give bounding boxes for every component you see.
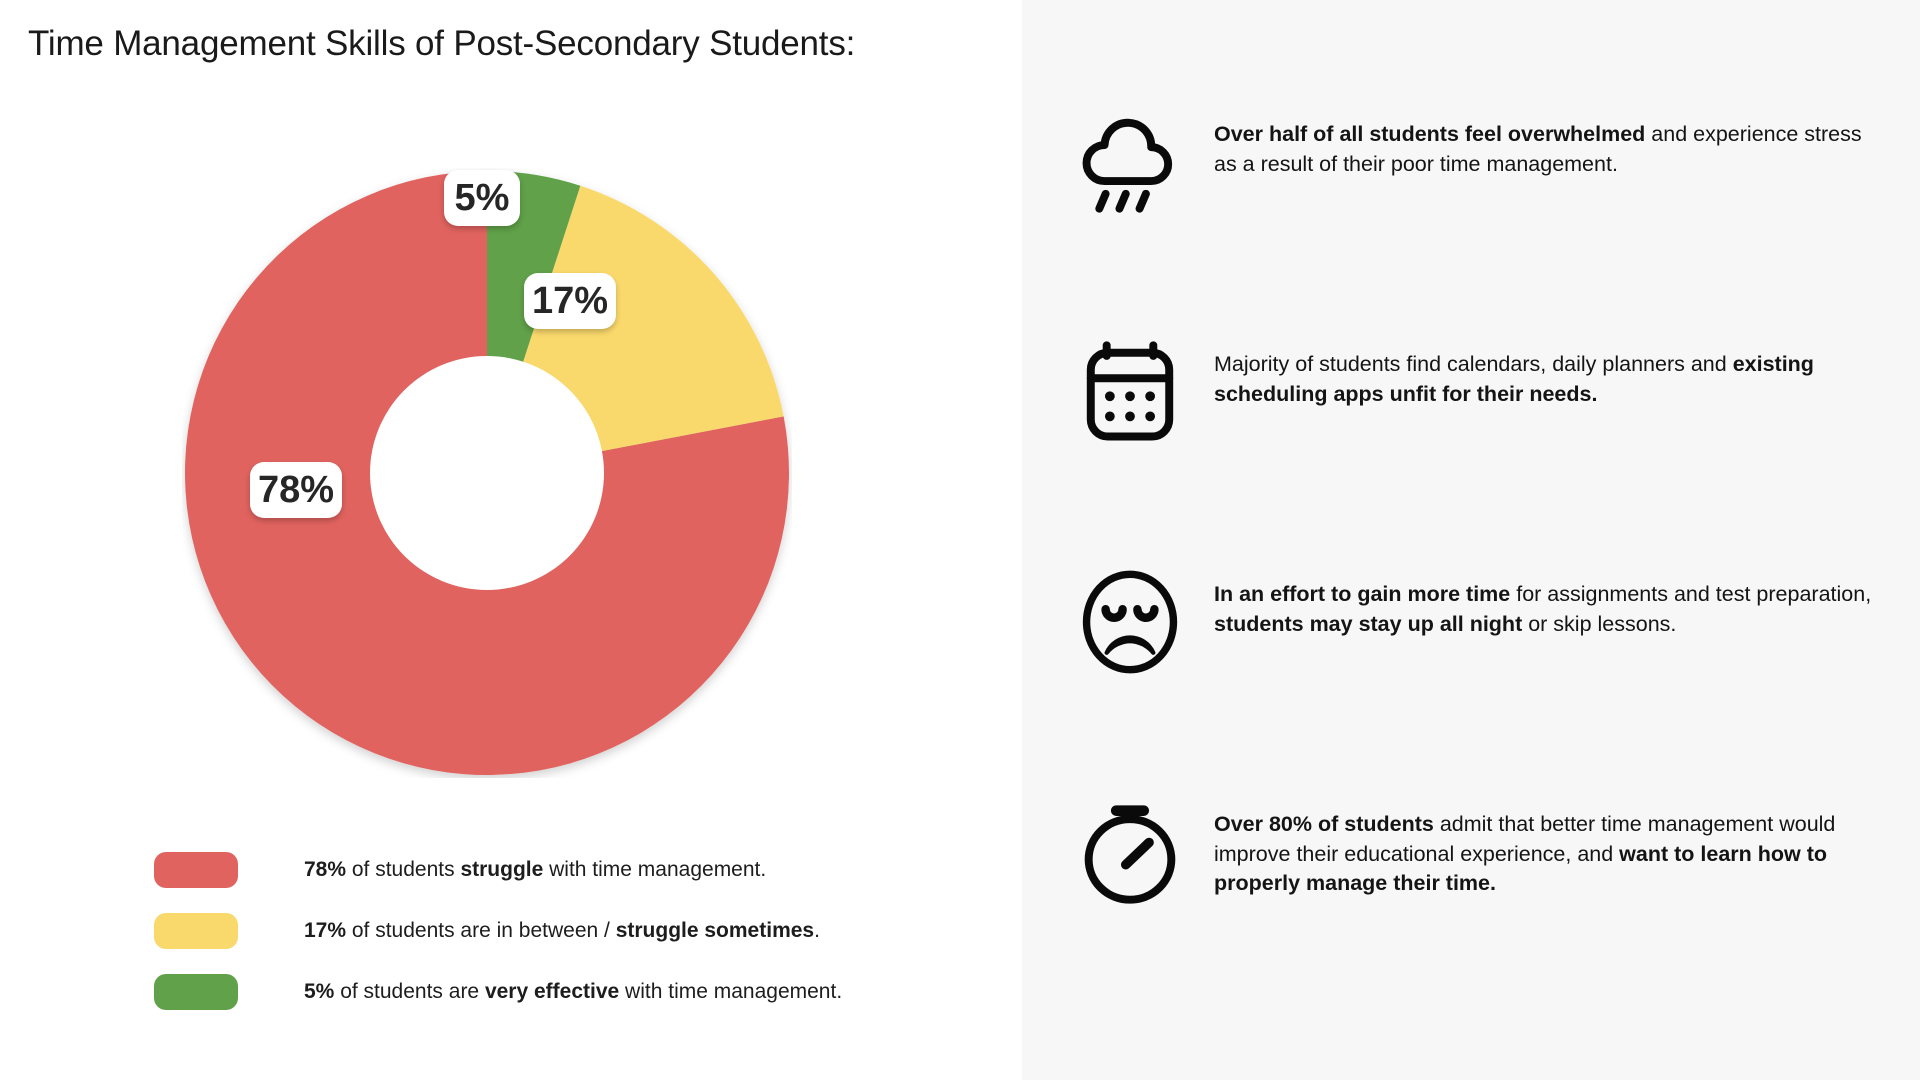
- slice-label-17: 17%: [524, 273, 616, 329]
- fact-text-overwhelmed: [1214, 96, 1874, 179]
- legend-mid-0: of students: [346, 857, 461, 881]
- legend-label-struggle-sometimes: [304, 919, 820, 943]
- sad-face-icon: [1070, 562, 1190, 682]
- fact-tail-bold-1: existing scheduling apps unfit for their needs.: [1214, 352, 1814, 406]
- fact-item-overwhelmed: [1070, 96, 1900, 326]
- legend-label-very-effective: [304, 980, 842, 1004]
- legend-pct-5: 5%: [304, 979, 335, 1003]
- slice-label-78: 78%: [250, 462, 342, 518]
- fact-item-stay-up-all-night: [1070, 556, 1900, 786]
- fact-lead-bold-2: In an effort to gain more time: [1214, 582, 1511, 606]
- fact-body-3: admit that better time management would improve their educational experience, and: [1214, 812, 1836, 866]
- donut-chart: [182, 168, 792, 778]
- calendar-icon: [1070, 332, 1190, 452]
- rain-cloud-icon: [1070, 102, 1190, 222]
- legend-pct-78: 78%: [304, 857, 347, 881]
- fact-text-calendars: [1214, 326, 1874, 409]
- fact-text-stay-up-all-night: [1214, 556, 1874, 639]
- legend-bold-0: struggle: [460, 857, 544, 881]
- legend-item-very-effective[interactable]: [154, 967, 974, 1016]
- legend-tail-1: .: [814, 918, 820, 942]
- facts-panel: [1022, 0, 1920, 1080]
- stopwatch-icon: [1070, 792, 1190, 912]
- fact-item-calendars: [1070, 326, 1900, 556]
- fact-body-1: Majority of students find calendars, daily planners and: [1214, 352, 1733, 376]
- legend-mid-1: of students are in between /: [346, 918, 616, 942]
- fact-tail-2: or skip lessons.: [1522, 611, 1677, 636]
- legend-bold-2: very effective: [484, 979, 620, 1003]
- legend-bold-1: struggle sometimes: [615, 918, 815, 942]
- legend-tail-0: with time management.: [543, 857, 767, 881]
- fact-body-0: and experience stress as a result of their poor time management.: [1214, 122, 1862, 176]
- facts-list: [1070, 96, 1900, 1016]
- donut-center-hole: [370, 356, 604, 590]
- legend-mid-2: of students are: [334, 979, 485, 1003]
- legend-swatch-green: [154, 974, 238, 1010]
- fact-tail-bold-3: want to learn how to properly manage their time.: [1214, 841, 1828, 896]
- legend-tail-2: with time management.: [619, 979, 843, 1003]
- legend-swatch-red: [154, 852, 238, 888]
- fact-lead-bold-3: Over 80% of students: [1214, 812, 1434, 836]
- fact-item-better-time-management: [1070, 786, 1900, 1016]
- chart-legend: [154, 845, 974, 1028]
- legend-pct-17: 17%: [304, 918, 347, 942]
- legend-item-struggle-sometimes[interactable]: [154, 906, 974, 955]
- fact-tail-bold-2: students may stay up all night: [1214, 611, 1523, 636]
- legend-item-struggle[interactable]: [154, 845, 974, 894]
- fact-text-better-time-management: [1214, 786, 1874, 899]
- legend-swatch-yellow: [154, 913, 238, 949]
- page-title: Time Management Skills of Post-Secondary Students:: [28, 24, 856, 63]
- slice-label-5: 5%: [444, 170, 520, 226]
- legend-label-struggle: [304, 858, 766, 882]
- fact-lead-bold-0: Over half of all students feel overwhelmed: [1214, 122, 1646, 146]
- fact-body-2: for assignments and test preparation,: [1510, 582, 1872, 606]
